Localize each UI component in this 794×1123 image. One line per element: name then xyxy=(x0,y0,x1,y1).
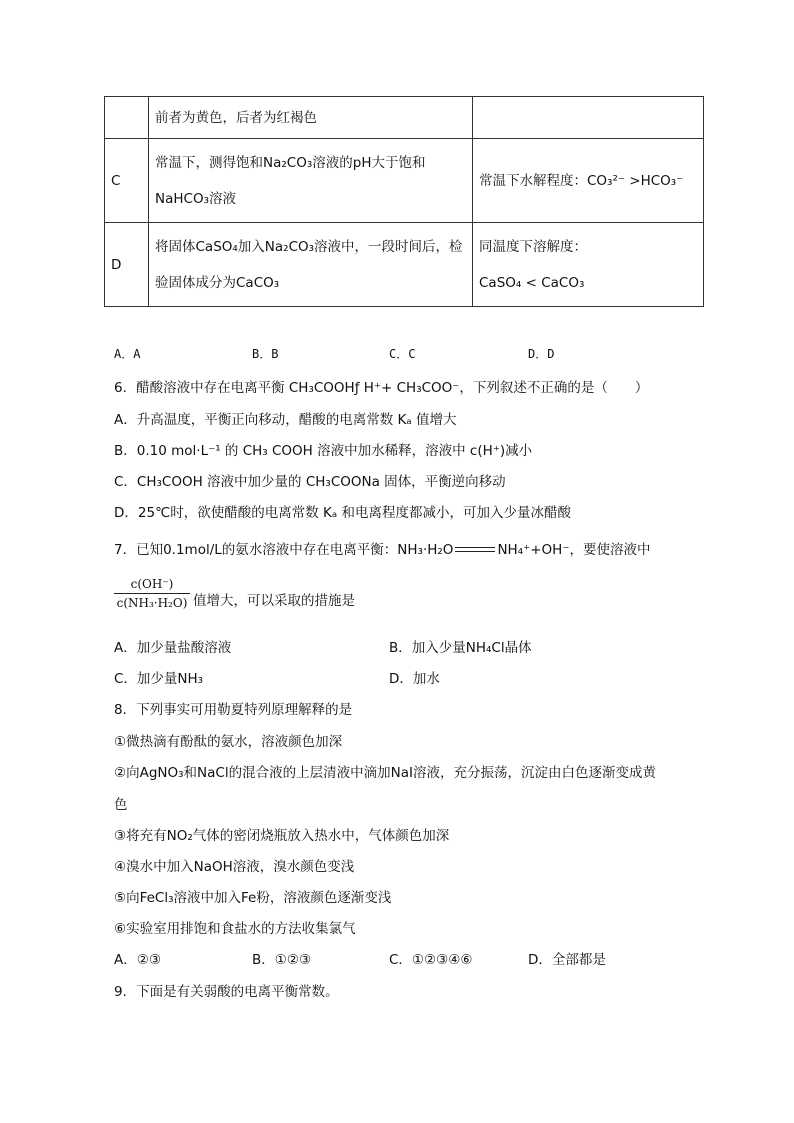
list-item: ⑥实验室用排饱和食盐水的方法收集氯气 xyxy=(114,921,356,937)
experiment-text: NaHCO₃溶液 xyxy=(155,190,236,207)
experiment-text: 常温下，测得饱和Na₂CO₃溶液的pH大于饱和 xyxy=(155,154,426,171)
conclusion-cell xyxy=(473,223,704,307)
question-stem xyxy=(114,538,650,558)
stem-text: 7．已知0.1mol/L的氨水溶液中存在电离平衡：NH₃·H₂O xyxy=(114,542,454,558)
table-row xyxy=(105,223,704,307)
choice-a: A．②③ xyxy=(114,952,161,968)
choice-a: A．A xyxy=(114,347,141,361)
choice-d: D．25℃时，欲使醋酸的电离常数 Kₐ 和电离程度都减小，可加入少量冰醋酸 xyxy=(114,505,571,521)
conclusion-text: CaSO₄ < CaCO₃ xyxy=(479,274,585,291)
fraction-bar xyxy=(114,593,190,594)
stem-text: NH₄⁺+OH⁻，要使溶液中 xyxy=(497,542,651,558)
conclusion-text: 常温下水解程度：CO₃²⁻ >HCO₃⁻ xyxy=(479,172,684,189)
option-cell xyxy=(105,97,149,139)
fraction-numerator: c(OH⁻) xyxy=(130,577,174,591)
conclusion-cell xyxy=(473,97,704,139)
choice-b: B．加入少量NH₄Cl晶体 xyxy=(389,640,532,656)
choice-d: D．全部都是 xyxy=(528,952,606,968)
option-cell: D xyxy=(105,223,149,307)
option-cell: C xyxy=(105,139,149,223)
table-row xyxy=(105,139,704,223)
list-item-continued: 色 xyxy=(114,797,128,813)
question-table xyxy=(104,96,704,307)
question-stem: 8．下列事实可用勒夏特列原理解释的是 xyxy=(114,702,353,718)
experiment-cell xyxy=(149,139,473,223)
list-item: ①微热滴有酚酞的氨水，溶液颜色加深 xyxy=(114,734,343,750)
choice-a: A．加少量盐酸溶液 xyxy=(114,640,232,656)
list-item: ②向AgNO₃和NaCl的混合液的上层清液中滴加NaI溶液，充分振荡，沉淀由白色逐渐变成黄 xyxy=(114,765,656,781)
choice-c: C．C xyxy=(389,347,416,361)
experiment-text: 验固体成分为CaCO₃ xyxy=(155,274,280,291)
choice-b: B．0.10 mol·L⁻¹ 的 CH₃ COOH 溶液中加水稀释，溶液中 c(H⁺)减小 xyxy=(114,443,533,459)
choice-c: C．CH₃COOH 溶液中加少量的 CH₃COONa 固体，平衡逆向移动 xyxy=(114,474,506,490)
experiment-text: 前者为黄色，后者为红褐色 xyxy=(155,109,317,126)
experiment-cell xyxy=(149,223,473,307)
list-item: ⑤向FeCl₃溶液中加入Fe粉，溶液颜色逐渐变浅 xyxy=(114,890,392,906)
equilibrium-arrow-icon xyxy=(455,546,495,554)
choice-c: C．加少量NH₃ xyxy=(114,671,204,687)
choice-d: D．D xyxy=(528,347,555,361)
question-stem: 9．下面是有关弱酸的电离平衡常数。 xyxy=(114,984,339,1000)
experiment-cell xyxy=(149,97,473,139)
question-stem: 6．醋酸溶液中存在电离平衡 CH₃COOHƒ H⁺+ CH₃COO⁻，下列叙述不正确的是（ ） xyxy=(114,380,649,396)
ratio-fraction xyxy=(114,576,190,611)
choice-d: D．加水 xyxy=(389,671,440,687)
table-row xyxy=(105,97,704,139)
experiment-text: 将固体CaSO₄加入Na₂CO₃溶液中，一段时间后，检 xyxy=(155,238,463,255)
choice-b: B．①②③ xyxy=(252,952,312,968)
list-item: ③将充有NO₂气体的密闭烧瓶放入热水中，气体颜色加深 xyxy=(114,828,450,844)
conclusion-text: 同温度下溶解度： xyxy=(479,238,587,255)
question-stem-continued: 值增大，可以采取的措施是 xyxy=(193,593,355,609)
choice-c: C．①②③④⑥ xyxy=(389,952,473,968)
conclusion-cell xyxy=(473,139,704,223)
choice-a: A．升高温度，平衡正向移动，醋酸的电离常数 Kₐ 值增大 xyxy=(114,412,457,428)
list-item: ④溴水中加入NaOH溶液，溴水颜色变浅 xyxy=(114,859,355,875)
fraction-denominator: c(NH₃·H₂O) xyxy=(116,596,188,610)
choice-b: B．B xyxy=(252,347,279,361)
